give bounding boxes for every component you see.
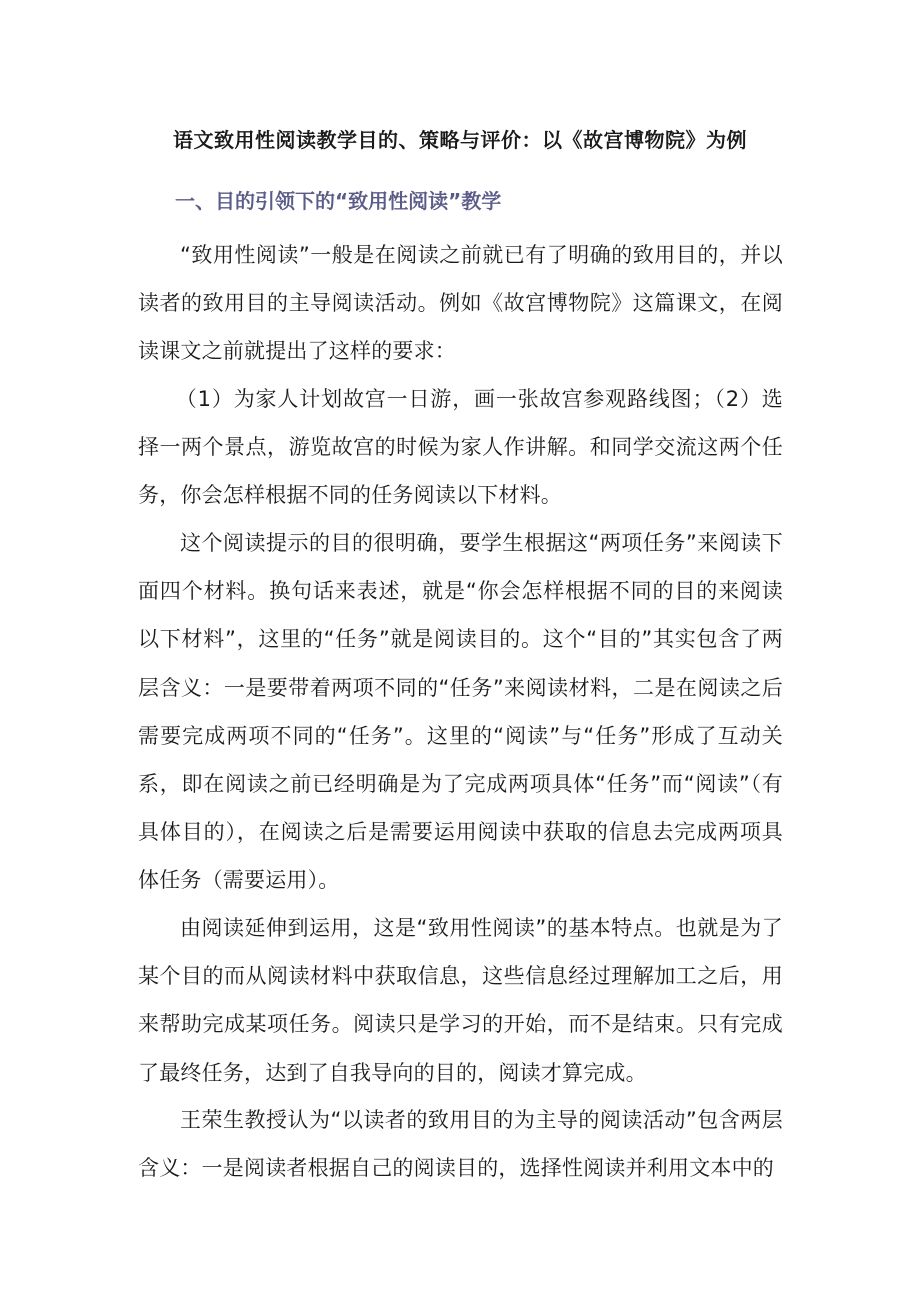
paragraph: “致用性阅读”一般是在阅读之前就已有了明确的致用目的，并以读者的致用目的主导阅读活动。例如《故宫博物院》这篇课文，在阅读课文之前就提出了这样的要求： [138, 243, 783, 364]
document-title: 语文致用性阅读教学目的、策略与评价：以《故宫博物院》为例 [173, 128, 747, 152]
paragraph: （1）为家人计划故宫一日游，画一张故宫参观路线图；（2）选择一两个景点，游览故宫的时候为家人作讲解。和同学交流这两个任务，你会怎样根据不同的任务阅读以下材料。 [138, 387, 783, 508]
paragraph: 由阅读延伸到运用，这是“致用性阅读”的基本特点。也就是为了某个目的而从阅读材料中获取信息，这些信息经过理解加工之后，用来帮助完成某项任务。阅读只是学习的开始，而不是结束。只有完成了最终任务，达到了自我导向的目的，阅读才算完成。 [138, 916, 783, 1085]
paragraph: 王荣生教授认为“以读者的致用目的为主导的阅读活动”包含两层含义：一是阅读者根据自己的阅读目的，选择性阅读并利用文本中的 [138, 1108, 783, 1181]
section-heading: 一、目的引领下的“致用性阅读”教学 [175, 189, 502, 213]
paragraph: 这个阅读提示的目的很明确，要学生根据这“两项任务”来阅读下面四个材料。换句话来表述，就是“你会怎样根据不同的目的来阅读以下材料”，这里的“任务”就是阅读目的。这个“目的”其实包含了两层含义：一是要带着两项不同的“任务”来阅读材料，二是在阅读之后需要完成两项不同的“任务”。这里的“阅读”与“任务”形成了互动关系，即在阅读之前已经明确是为了完成两项具体“任务”而“阅读”（有具体目的），在阅读之后是需要运用阅读中获取的信息去完成两项具体任务（需要运用）。 [138, 531, 783, 893]
